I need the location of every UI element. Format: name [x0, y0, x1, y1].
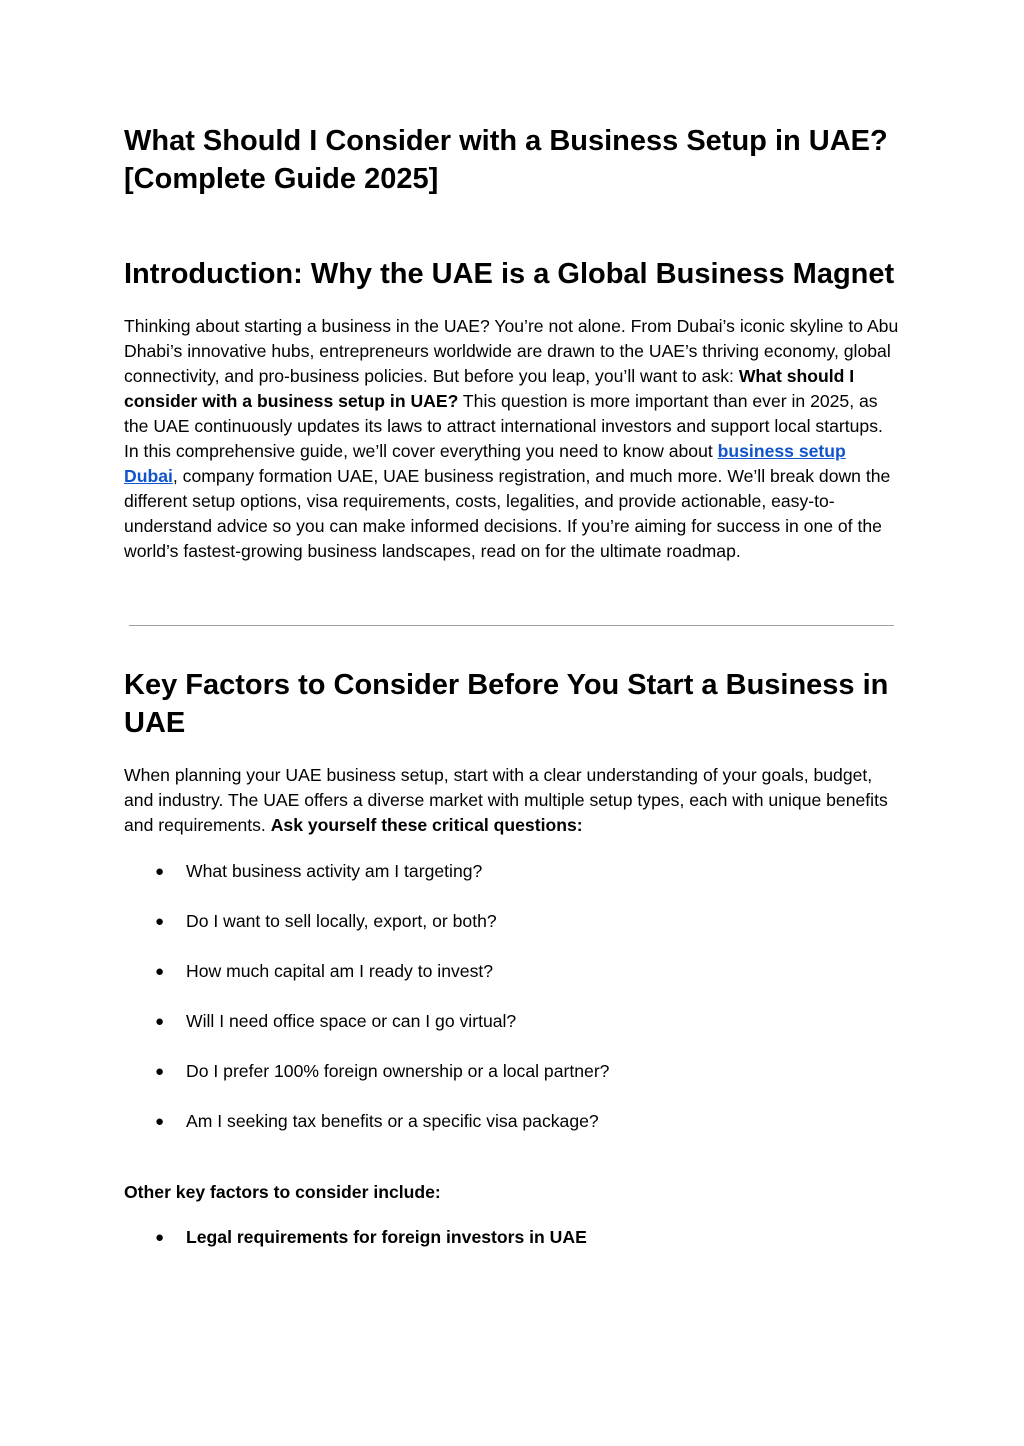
bullet-icon: ● — [155, 863, 165, 880]
other-factors-list — [124, 1225, 900, 1275]
list-item — [124, 1225, 900, 1250]
list-item — [124, 1009, 900, 1034]
list-item — [124, 1109, 900, 1134]
list-item — [124, 909, 900, 934]
intro-bold-question: What should I consider with a business setup in UAE? — [124, 366, 855, 411]
list-item-text: Do I want to sell locally, export, or both? — [186, 911, 497, 931]
list-item-text: Am I seeking tax benefits or a specific visa package? — [186, 1111, 599, 1131]
list-item-text: How much capital am I ready to invest? — [186, 961, 494, 981]
document-title: What Should I Consider with a Business Setup in UAE? [Complete Guide 2025] — [124, 125, 888, 195]
intro-heading: Introduction: Why the UAE is a Global Business Magnet — [124, 258, 895, 290]
list-item-text: Will I need office space or can I go virtual? — [186, 1011, 517, 1031]
business-setup-dubai-link[interactable]: business setup Dubai — [124, 441, 846, 486]
list-item-text: Legal requirements for foreign investors in UAE — [186, 1227, 587, 1247]
bullet-icon: ● — [155, 1113, 165, 1130]
other-factors-label: Other key factors to consider include: — [124, 1182, 441, 1202]
key-factors-paragraph — [124, 763, 900, 838]
list-item — [124, 1059, 900, 1084]
bullet-icon: ● — [155, 913, 165, 930]
key-factors-text: When planning your UAE business setup, start with a clear understanding of your goals, budget, and industry. The UAE offers a diverse market with multiple setup types, each with unique benefits and requirements. — [124, 765, 888, 835]
bullet-icon: ● — [155, 963, 165, 980]
list-item — [124, 859, 900, 884]
key-factors-bold-text: Ask yourself these critical questions: — [270, 815, 583, 835]
intro-text-3: , company formation UAE, UAE business registration, and much more. We’ll break down the different setup options, visa requirements, costs, legalities, and provide actionable, easy-to-understand advice so you can make informed decisions. If you’re aiming for success in one of the world’s fastest-growing business landscapes, read on for the ultimate roadmap. — [124, 466, 891, 561]
horizontal-divider — [129, 625, 894, 626]
critical-questions-list — [124, 859, 900, 1159]
bullet-icon: ● — [155, 1013, 165, 1030]
bullet-icon: ● — [155, 1229, 165, 1246]
bullet-icon: ● — [155, 1063, 165, 1080]
intro-paragraph — [124, 314, 900, 564]
list-item — [124, 959, 900, 984]
intro-text-2: This question is more important than ever in 2025, as the UAE continuously updates its laws to attract international investors and support local startups. In this comprehensive guide, we’ll cover everything you need to know about — [124, 391, 883, 461]
list-item-text: Do I prefer 100% foreign ownership or a local partner? — [186, 1061, 610, 1081]
key-factors-heading: Key Factors to Consider Before You Start a Business in UAE — [124, 669, 889, 739]
list-item-text: What business activity am I targeting? — [186, 861, 483, 881]
intro-text-1: Thinking about starting a business in the UAE? You’re not alone. From Dubai’s iconic skyline to Abu Dhabi’s innovative hubs, entrepreneurs worldwide are drawn to the UAE’s thriving economy, global connectivity, and pro-business policies. But before you leap, you’ll want to ask: — [124, 316, 899, 386]
